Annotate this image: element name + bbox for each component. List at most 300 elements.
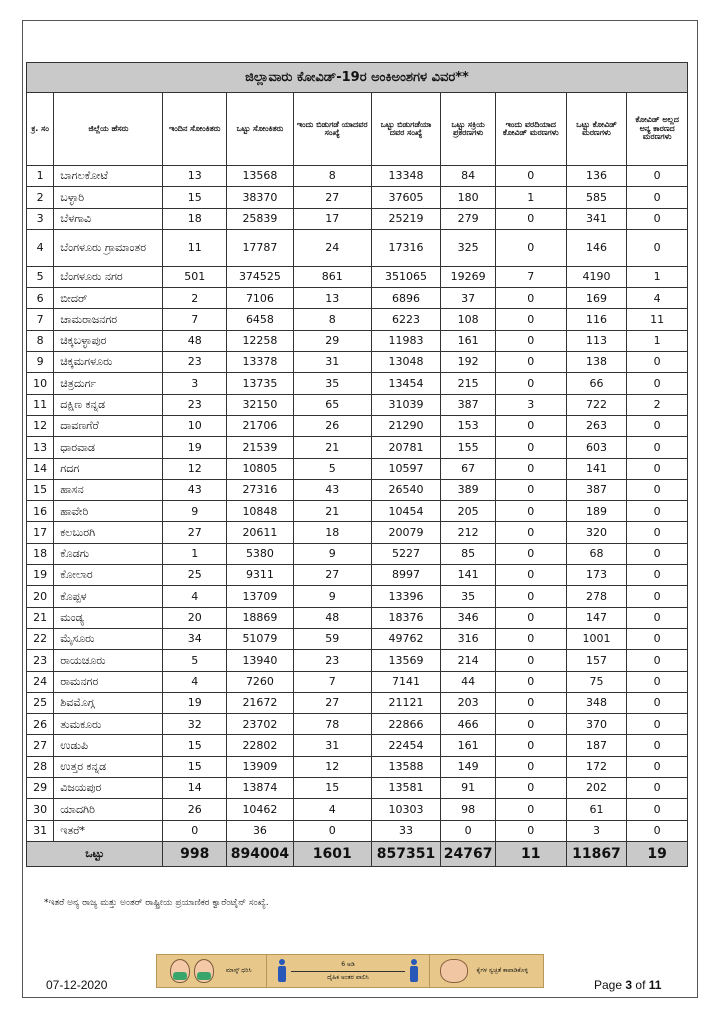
serial-cell: 6 [27,288,54,309]
value-cell: 67 [441,458,496,479]
value-cell: 13588 [371,756,441,777]
district-name-cell: ಮೈಸೂರು [54,628,163,649]
value-cell: 7106 [227,288,294,309]
value-cell: 0 [495,309,566,330]
serial-cell: 17 [27,522,54,543]
value-cell: 49762 [371,628,441,649]
value-cell: 13940 [227,650,294,671]
district-name-cell: ಕೋಲಾರ [54,565,163,586]
district-name-cell: ಮಂಡ್ಯ [54,607,163,628]
value-cell: 23 [293,650,371,671]
serial-cell: 27 [27,735,54,756]
table-row [27,394,688,415]
table-row [27,458,688,479]
value-cell: 20079 [371,522,441,543]
value-cell: 10805 [227,458,294,479]
hands-segment [430,955,543,987]
column-header: ಒಟ್ಟು ಕೋವಿಡ್ ಮರಣಗಳು [566,93,627,166]
value-cell: 8997 [371,565,441,586]
value-cell: 161 [441,330,496,351]
value-cell: 1 [495,187,566,208]
value-cell: 14 [163,778,227,799]
value-cell: 9311 [227,565,294,586]
covid-district-table [26,62,688,867]
value-cell: 0 [627,437,688,458]
value-cell: 0 [627,415,688,436]
value-cell: 0 [627,565,688,586]
value-cell: 141 [441,565,496,586]
serial-cell: 13 [27,437,54,458]
value-cell: 59 [293,628,371,649]
value-cell: 0 [495,288,566,309]
value-cell: 0 [495,714,566,735]
page-number [594,978,661,992]
value-cell: 37605 [371,187,441,208]
value-cell: 501 [163,266,227,287]
value-cell: 346 [441,607,496,628]
value-cell: 0 [495,166,566,187]
value-cell: 370 [566,714,627,735]
value-cell: 585 [566,187,627,208]
value-cell: 3 [163,373,227,394]
serial-cell: 3 [27,208,54,229]
table-row [27,778,688,799]
distance-bottom: ದೈಹಿಕ ಅಂತರ ಪಾಲಿಸಿ [327,973,369,981]
value-cell: 27 [293,565,371,586]
total-value: 1601 [293,841,371,866]
value-cell: 116 [566,309,627,330]
value-cell: 0 [495,208,566,229]
value-cell: 36 [227,820,294,841]
value-cell: 0 [495,607,566,628]
district-name-cell: ಬೆಂಗಳೂರು ಗ್ರಾಮಾಂತರ [54,229,163,266]
serial-cell: 4 [27,229,54,266]
value-cell: 13874 [227,778,294,799]
district-name-cell: ಹಾವೇರಿ [54,501,163,522]
value-cell: 7260 [227,671,294,692]
column-header: ಒಟ್ಟು ಸಕ್ರಿಯ ಪ್ರಕರಣಗಳು [441,93,496,166]
value-cell: 0 [495,756,566,777]
value-cell: 0 [627,778,688,799]
value-cell: 0 [627,187,688,208]
value-cell: 22866 [371,714,441,735]
value-cell: 146 [566,229,627,266]
value-cell: 0 [627,671,688,692]
value-cell: 26 [293,415,371,436]
value-cell: 2 [627,394,688,415]
value-cell: 4 [163,671,227,692]
value-cell: 15 [163,756,227,777]
table-row [27,714,688,735]
table-row [27,650,688,671]
value-cell: 48 [163,330,227,351]
value-cell: 0 [495,735,566,756]
value-cell: 192 [441,352,496,373]
value-cell: 10454 [371,501,441,522]
value-cell: 7 [163,309,227,330]
value-cell: 17 [293,208,371,229]
distance-text [287,961,408,982]
report-date: 07-12-2020 [46,978,108,992]
table-row [27,820,688,841]
page-total: 11 [648,978,662,992]
serial-cell: 24 [27,671,54,692]
value-cell: 15 [163,187,227,208]
value-cell: 0 [627,692,688,713]
value-cell: 23702 [227,714,294,735]
value-cell: 4190 [566,266,627,287]
value-cell: 25219 [371,208,441,229]
value-cell: 15 [163,735,227,756]
value-cell: 29 [293,330,371,351]
value-cell: 0 [627,458,688,479]
value-cell: 263 [566,415,627,436]
value-cell: 138 [566,352,627,373]
value-cell: 34 [163,628,227,649]
value-cell: 149 [441,756,496,777]
value-cell: 13348 [371,166,441,187]
district-name-cell: ಬಳ್ಳಾರಿ [54,187,163,208]
value-cell: 3 [566,820,627,841]
value-cell: 23 [163,394,227,415]
value-cell: 0 [627,735,688,756]
serial-cell: 28 [27,756,54,777]
value-cell: 215 [441,373,496,394]
value-cell: 0 [495,628,566,649]
value-cell: 6896 [371,288,441,309]
table-row [27,756,688,777]
value-cell: 2 [163,288,227,309]
value-cell: 22454 [371,735,441,756]
total-value: 19 [627,841,688,866]
value-cell: 113 [566,330,627,351]
value-cell: 13909 [227,756,294,777]
table-row [27,522,688,543]
table-header [27,93,688,166]
value-cell: 389 [441,479,496,500]
person-icon [409,959,419,983]
total-value: 11 [495,841,566,866]
value-cell: 32 [163,714,227,735]
hands-text: ಕೈಗಳ ಸ್ವಚ್ಛತೆ ಕಾಪಾಡಿಕೊಳ್ಳಿ [476,966,529,974]
value-cell: 5380 [227,543,294,564]
value-cell: 21 [293,437,371,458]
value-cell: 18 [293,522,371,543]
total-label: ಒಟ್ಟು [27,841,163,866]
value-cell: 35 [441,586,496,607]
column-header: ಕೋವಿಡ್ ಅಲ್ಲದ ಅನ್ಯ ಕಾರಣದ ಮರಣಗಳು [627,93,688,166]
value-cell: 23 [163,352,227,373]
serial-cell: 2 [27,187,54,208]
value-cell: 48 [293,607,371,628]
value-cell: 0 [627,714,688,735]
district-name-cell: ಧಾರವಾಡ [54,437,163,458]
value-cell: 10848 [227,501,294,522]
value-cell: 11 [627,309,688,330]
value-cell: 278 [566,586,627,607]
value-cell: 136 [566,166,627,187]
value-cell: 1 [163,543,227,564]
value-cell: 0 [627,607,688,628]
value-cell: 108 [441,309,496,330]
value-cell: 35 [293,373,371,394]
column-header: ಒಟ್ಟು ಬಿಡುಗಡೆಯಾ ದವರ ಸಂಖ್ಯೆ [371,93,441,166]
serial-cell: 8 [27,330,54,351]
table-row [27,799,688,820]
value-cell: 27 [293,692,371,713]
serial-cell: 7 [27,309,54,330]
value-cell: 9 [293,586,371,607]
total-value: 24767 [441,841,496,866]
table-row [27,628,688,649]
serial-cell: 25 [27,692,54,713]
value-cell: 19 [163,437,227,458]
value-cell: 66 [566,373,627,394]
value-cell: 84 [441,166,496,187]
district-name-cell: ಬೆಂಗಳೂರು ನಗರ [54,266,163,287]
total-value: 894004 [227,841,294,866]
value-cell: 15 [293,778,371,799]
value-cell: 0 [163,820,227,841]
value-cell: 51079 [227,628,294,649]
value-cell: 0 [495,671,566,692]
value-cell: 11 [163,229,227,266]
value-cell: 4 [163,586,227,607]
value-cell: 0 [627,586,688,607]
person-icon [277,959,287,983]
value-cell: 0 [627,756,688,777]
value-cell: 0 [627,522,688,543]
district-name-cell: ಬೀದರ್ [54,288,163,309]
value-cell: 203 [441,692,496,713]
value-cell: 0 [293,820,371,841]
table-row [27,671,688,692]
table-row [27,266,688,287]
value-cell: 21290 [371,415,441,436]
value-cell: 861 [293,266,371,287]
value-cell: 27 [293,187,371,208]
value-cell: 25839 [227,208,294,229]
column-header: ಇಂದು ಬಿಡುಗಡೆ ಯಾದವರ ಸಂಖ್ಯೆ [293,93,371,166]
district-name-cell: ಇತರೆ* [54,820,163,841]
serial-cell: 5 [27,266,54,287]
serial-cell: 16 [27,501,54,522]
value-cell: 75 [566,671,627,692]
value-cell: 10303 [371,799,441,820]
total-value: 11867 [566,841,627,866]
value-cell: 21672 [227,692,294,713]
district-name-cell: ರಾಯಚೂರು [54,650,163,671]
table-row [27,187,688,208]
district-name-cell: ಚಾಮರಾಜನಗರ [54,309,163,330]
value-cell: 320 [566,522,627,543]
value-cell: 8 [293,166,371,187]
value-cell: 43 [293,479,371,500]
table-row [27,735,688,756]
value-cell: 173 [566,565,627,586]
value-cell: 4 [627,288,688,309]
table-row [27,479,688,500]
value-cell: 9 [163,501,227,522]
value-cell: 21706 [227,415,294,436]
value-cell: 6223 [371,309,441,330]
page-of: of [635,978,646,992]
serial-cell: 15 [27,479,54,500]
value-cell: 8 [293,309,371,330]
table-row [27,692,688,713]
value-cell: 13709 [227,586,294,607]
value-cell: 0 [495,778,566,799]
value-cell: 0 [627,501,688,522]
value-cell: 0 [627,628,688,649]
column-header: ಒಟ್ಟು ಸೋಂಕಿತರು [227,93,294,166]
distance-segment [266,955,429,987]
value-cell: 189 [566,501,627,522]
value-cell: 31 [293,352,371,373]
value-cell: 17787 [227,229,294,266]
district-name-cell: ದಾವಣಗೆರೆ [54,415,163,436]
mask-face-icon [170,959,190,983]
value-cell: 91 [441,778,496,799]
value-cell: 18376 [371,607,441,628]
district-name-cell: ಗದಗ [54,458,163,479]
safety-banner [156,954,544,988]
footnote: *ಇತರೆ ಅನ್ಯ ರಾಜ್ಯ ಮತ್ತು ಅಂತರ್ ರಾಷ್ಟ್ರೀಯ ಪ್ರಯಾಣಿಕರ ಕ್ವಾರೆಂಟೈನ್ ಸಂಖ್ಯೆ. [44,898,269,908]
table-body [27,166,688,867]
value-cell: 61 [566,799,627,820]
value-cell: 5 [163,650,227,671]
table-row [27,166,688,187]
value-cell: 141 [566,458,627,479]
value-cell: 161 [441,735,496,756]
table-row [27,565,688,586]
value-cell: 4 [293,799,371,820]
value-cell: 351065 [371,266,441,287]
value-cell: 155 [441,437,496,458]
value-cell: 0 [495,330,566,351]
value-cell: 0 [627,352,688,373]
mask-face-icon [194,959,214,983]
value-cell: 0 [627,799,688,820]
value-cell: 0 [627,229,688,266]
value-cell: 205 [441,501,496,522]
value-cell: 21539 [227,437,294,458]
serial-cell: 18 [27,543,54,564]
value-cell: 13454 [371,373,441,394]
value-cell: 6458 [227,309,294,330]
value-cell: 37 [441,288,496,309]
district-name-cell: ಉತ್ತರ ಕನ್ನಡ [54,756,163,777]
hand-wash-icon [440,959,468,983]
total-value: 857351 [371,841,441,866]
value-cell: 212 [441,522,496,543]
value-cell: 0 [495,692,566,713]
value-cell: 153 [441,415,496,436]
value-cell: 20781 [371,437,441,458]
value-cell: 3 [495,394,566,415]
column-header: ಕ್ರ. ಸಂ [27,93,54,166]
distance-top: 6 ಅಡಿ [341,960,355,968]
serial-cell: 11 [27,394,54,415]
value-cell: 18 [163,208,227,229]
mask-segment [157,955,266,987]
district-name-cell: ಉಡುಪಿ [54,735,163,756]
total-value: 998 [163,841,227,866]
value-cell: 348 [566,692,627,713]
value-cell: 0 [495,820,566,841]
value-cell: 466 [441,714,496,735]
value-cell: 0 [627,650,688,671]
table-row [27,543,688,564]
value-cell: 78 [293,714,371,735]
value-cell: 722 [566,394,627,415]
total-row [27,841,688,866]
value-cell: 1001 [566,628,627,649]
value-cell: 26540 [371,479,441,500]
value-cell: 157 [566,650,627,671]
district-name-cell: ಚಿಕ್ಕಮಗಳೂರು [54,352,163,373]
value-cell: 187 [566,735,627,756]
value-cell: 0 [627,820,688,841]
value-cell: 10 [163,415,227,436]
page-current: 3 [625,978,633,992]
value-cell: 279 [441,208,496,229]
value-cell: 7 [293,671,371,692]
value-cell: 0 [495,501,566,522]
value-cell: 147 [566,607,627,628]
value-cell: 180 [441,187,496,208]
district-name-cell: ಚಿತ್ರದುರ್ಗ [54,373,163,394]
serial-cell: 26 [27,714,54,735]
district-name-cell: ಹಾಸನ [54,479,163,500]
value-cell: 12258 [227,330,294,351]
table-row [27,309,688,330]
value-cell: 0 [495,586,566,607]
value-cell: 13735 [227,373,294,394]
serial-cell: 14 [27,458,54,479]
value-cell: 603 [566,437,627,458]
value-cell: 0 [495,229,566,266]
serial-cell: 19 [27,565,54,586]
serial-cell: 23 [27,650,54,671]
table-row [27,373,688,394]
value-cell: 12 [163,458,227,479]
mask-text: ಮಾಸ್ಕ್ ಧರಿಸಿ [225,966,252,974]
value-cell: 0 [627,373,688,394]
district-name-cell: ದಕ್ಷಿಣ ಕನ್ನಡ [54,394,163,415]
value-cell: 21 [293,501,371,522]
serial-cell: 1 [27,166,54,187]
district-name-cell: ಬೆಳಗಾವಿ [54,208,163,229]
district-name-cell: ಚಿಕ್ಕಬಳ್ಳಾಪುರ [54,330,163,351]
serial-cell: 12 [27,415,54,436]
value-cell: 0 [495,352,566,373]
value-cell: 7 [495,266,566,287]
value-cell: 98 [441,799,496,820]
district-name-cell: ಬಾಗಲಕೋಟೆ [54,166,163,187]
value-cell: 85 [441,543,496,564]
value-cell: 0 [627,479,688,500]
value-cell: 0 [627,543,688,564]
value-cell: 325 [441,229,496,266]
table-row [27,607,688,628]
value-cell: 25 [163,565,227,586]
value-cell: 43 [163,479,227,500]
district-name-cell: ವಿಜಯಪುರ [54,778,163,799]
value-cell: 0 [495,479,566,500]
table-row [27,229,688,266]
value-cell: 0 [495,373,566,394]
